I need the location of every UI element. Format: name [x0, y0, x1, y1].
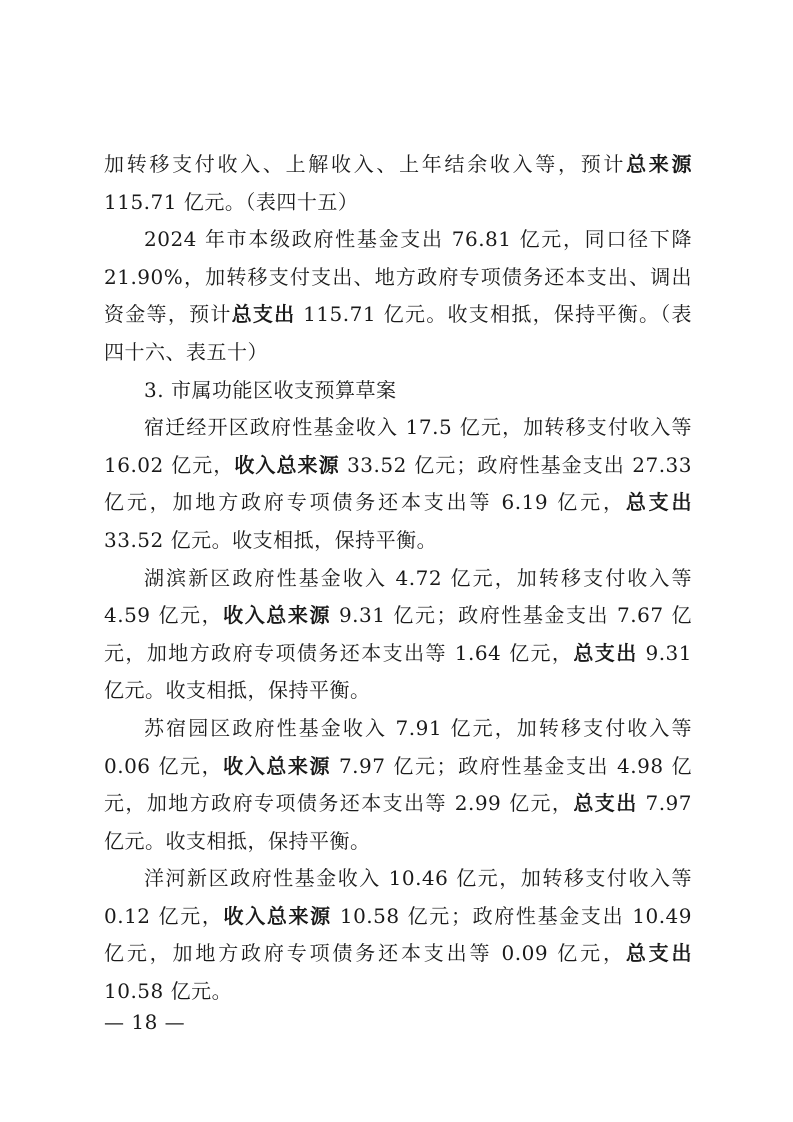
- bold-term: 收入总来源: [223, 903, 332, 928]
- text-segment: 10.58 亿元；政府性基金支出 10.49 亿元，加地方政府专项债务还本支出等 0.09 亿元，: [104, 903, 693, 966]
- bold-term: 总支出: [231, 302, 296, 327]
- paragraph: [104, 221, 692, 371]
- text-segment: 宿迁经开区政府性基金收入 17.5 亿元，加转移支付收入等 16.02 亿元，: [104, 415, 692, 477]
- text-segment: 9.31 亿元。收支相抵，保持平衡。: [104, 640, 693, 703]
- paragraph: [104, 146, 692, 221]
- bold-term: 总支出: [573, 791, 638, 816]
- bold-term: 总支出: [573, 640, 638, 665]
- bold-term: 总支出: [625, 941, 692, 966]
- text-segment: 115.71 亿元。（表四十五）: [104, 189, 359, 214]
- text-segment: 115.71 亿元。收支相抵，保持平衡。（表四十六、表五十）: [104, 302, 693, 364]
- bold-term: 收入总来源: [234, 452, 340, 477]
- text-segment: 9.31 亿元；政府性基金支出 7.67 亿元，加地方政府专项债务还本支出等 1.64 亿元，: [104, 603, 693, 665]
- text-segment: 2024 年市本级政府性基金支出 76.81 亿元，同口径下降 21.90%，加转移支付支出、地方政府专项债务还本支出、调出资金等，预计: [104, 227, 692, 327]
- bold-term: 收入总来源: [223, 753, 332, 778]
- text-segment: 湖滨新区政府性基金收入 4.72 亿元，加转移支付收入等 4.59 亿元，: [104, 565, 692, 628]
- text-segment: 10.58 亿元。: [104, 979, 233, 1004]
- text-segment: 洋河新区政府性基金收入 10.46 亿元，加转移支付收入等 0.12 亿元，: [104, 866, 692, 928]
- paragraph: [104, 409, 692, 559]
- text-segment: 苏宿园区政府性基金收入 7.91 亿元，加转移支付收入等 0.06 亿元，: [104, 715, 692, 778]
- text-segment: 7.97 亿元。收支相抵，保持平衡。: [104, 791, 693, 853]
- paragraph: [104, 710, 692, 860]
- paragraph: [104, 860, 692, 1010]
- text-segment: 33.52 亿元；政府性基金支出 27.33 亿元，加地方政府专项债务还本支出等 6.19 亿元，: [104, 452, 692, 515]
- text-segment: 7.97 亿元；政府性基金支出 4.98 亿元，加地方政府专项债务还本支出等 2.99 亿元，: [104, 753, 693, 816]
- bold-term: 总支出: [625, 490, 692, 515]
- bold-term: 收入总来源: [223, 603, 332, 628]
- paragraph: [104, 560, 692, 710]
- text-segment: 加转移支付收入、上解收入、上年结余收入等，预计: [104, 152, 627, 176]
- text-segment: 3. 市属功能区收支预算草案: [144, 377, 397, 402]
- body-text: [104, 146, 692, 1011]
- text-segment: 33.52 亿元。收支相抵，保持平衡。: [104, 527, 438, 552]
- bold-term: 总来源: [626, 152, 693, 176]
- paragraph: [104, 372, 692, 410]
- page-number: — 18 —: [104, 1010, 186, 1034]
